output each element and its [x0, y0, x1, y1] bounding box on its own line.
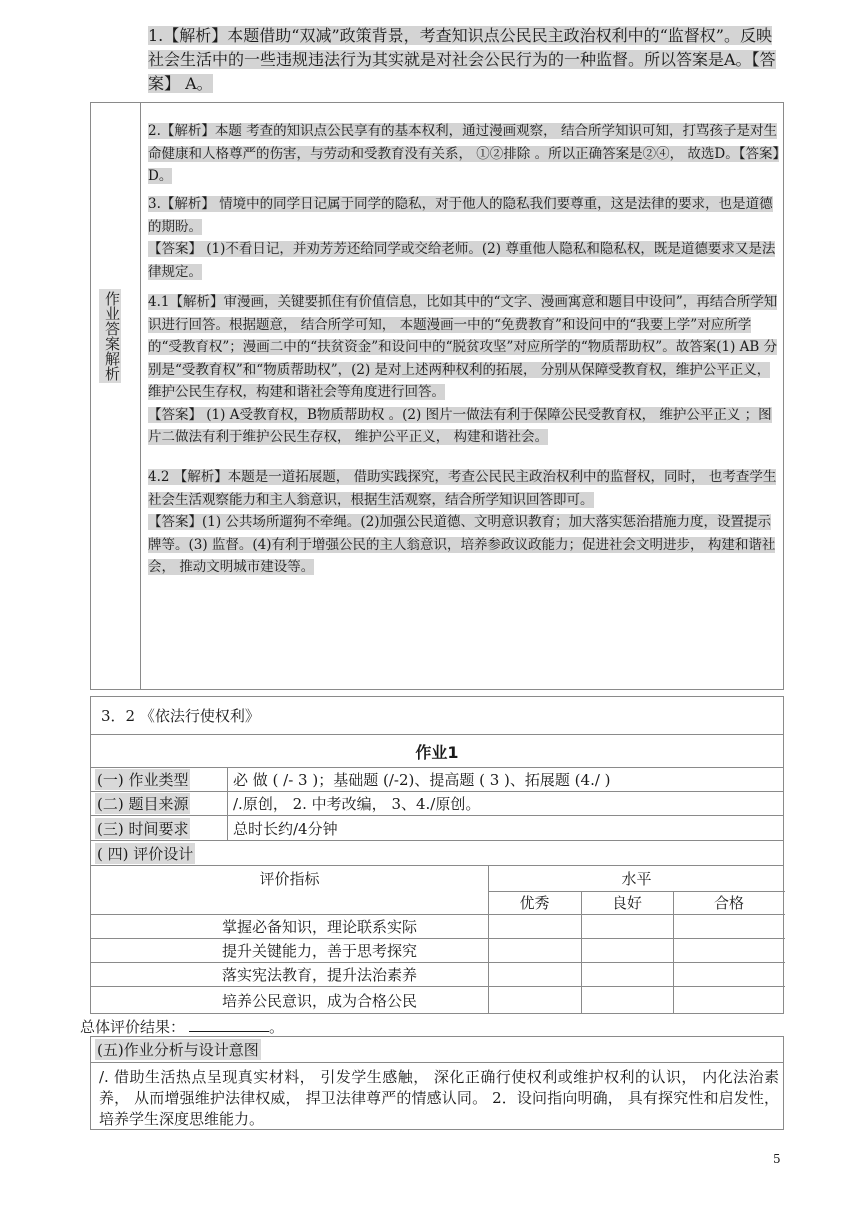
- overall-evaluation-end: 。: [269, 1018, 285, 1036]
- section-title-row: [90, 696, 784, 735]
- time-requirement-value: 总时长约/4分钟: [233, 819, 338, 838]
- overall-evaluation: [80, 1016, 284, 1037]
- homework-type-value: 必 做 ( /- 3 )；基础题 (/-2)、提高题 ( 3 )、拓展题 (4./ ): [233, 771, 611, 789]
- homework-type-label: (一) 作业类型: [97, 771, 189, 789]
- answer-2-text: 2.【解析】本题 考查的知识点公民享有的基本权利，通过漫画观察， 结合所学知识可知，打骂孩子是对生命健康和人格尊严的伤害，与劳动和受教育没有关系， ①②排除 。所以正确答案是②④， 故选D。【答案】D。: [148, 123, 780, 184]
- overall-evaluation-label: 总体评价结果：: [80, 1018, 186, 1036]
- answer-2: [148, 120, 780, 188]
- design-intent-heading: (五)作业分析与设计意图: [97, 1041, 259, 1059]
- answer-1: [148, 24, 780, 96]
- homework-title-row: [90, 735, 784, 768]
- design-intent-body: /. 借助生活热点呈现真实材料， 引发学生感触， 深化正确行使权利或维护权利的认识， 内化法治素养， 从而增强维护法律权威， 捍卫法律尊严的情感认同。 2．设问指向明确， 具有探究性和启发性，培养学生深度思维能力。: [99, 1068, 779, 1128]
- question-source-value: /.原创， 2. 中考改编， 3、4./原创。: [233, 795, 481, 813]
- answer-4-1-analysis: 4.1【解析】审漫画，关键要抓住有价值信息，比如其中的“文字、漫画寓意和题目中设问”，再结合所学知识进行回答。根据题意， 结合所学可知， 本题漫画一中的“免费教育”和设问中的“我要上学”对应所学的“受教育权”；漫画二中的“扶贫资金”和设问中的“脱贫攻坚”对应所学的“物质帮助权”。故答案(1) AB 分别是“受教育权”和“物质帮助权”，(2) 是对上述两种权利的拓展， 分别从保障受教育权，维护公平正义，维护公民生存权，构建和谐社会等角度进行回答。: [148, 294, 778, 400]
- answer-4-1: [148, 291, 780, 449]
- evaluation-design-row: [90, 841, 784, 866]
- design-intent-heading-row: [91, 1037, 783, 1063]
- answer-1-text: 1.【解析】本题借助“双减”政策背景，考查知识点公民民主政治权利中的“监督权”。反映社会生活中的一些违规违法行为其实就是对社会公民行为的一种监督。所以答案是A。【答案】 A。: [148, 26, 776, 93]
- answer-side-column: [91, 103, 141, 689]
- question-source-label: (二) 题目来源: [97, 795, 189, 813]
- answer-4-2-analysis: 4.2 【解析】本题是一道拓展题， 借助实践探究，考查公民民主政治权利中的监督权，同时， 也考查学生社会生活观察能力和主人翁意识，根据生活观察，结合所学知识回答即可。: [148, 469, 777, 508]
- level-pass: 合格: [713, 894, 744, 912]
- section-title: 3．2 《依法行使权利》: [101, 707, 260, 725]
- answer-4-2: [148, 466, 780, 579]
- design-intent-box: [90, 1036, 784, 1130]
- overall-evaluation-blank: [189, 1018, 269, 1032]
- page-number: 5: [773, 1152, 781, 1166]
- answer-4-1-answer: 【答案】 (1) A受教育权，B物质帮助权 。(2) 图片一做法有利于保障公民受教育权， 维护公平正义 ；图片二做法有利于维护公民生存权， 维护公平正义， 构建和谐社会。: [148, 406, 772, 445]
- level-excellent: 优秀: [519, 894, 550, 912]
- time-requirement-label: (三) 时间要求: [97, 819, 189, 838]
- answer-4-2-answer: 【答案】(1) 公共场所遛狗不牵绳。(2)加强公民道德、文明意识教育；加大落实惩治措施力度，设置提示牌等。(3) 监督。(4)有利于增强公民的主人翁意识，培养参政议政能力；促进社会文明进步， 构建和谐社会， 推动文明城市建设等。: [148, 514, 776, 575]
- homework-type-row: [90, 768, 784, 792]
- indicator-row: 培养公民意识，成为合格公民: [221, 991, 417, 1010]
- evaluation-design-label: ( 四) 评价设计: [97, 844, 194, 863]
- indicator-header: 评价指标: [259, 870, 320, 888]
- level-good: 良好: [611, 894, 642, 912]
- answer-3-analysis: 3.【解析】 情境中的同学日记属于同学的隐私，对于他人的隐私我们要尊重，这是法律的要求，也是道德的期盼。: [148, 196, 773, 235]
- time-requirement-row: [90, 816, 784, 841]
- question-source-row: [90, 792, 784, 816]
- homework-title: 作业1: [415, 742, 459, 762]
- answer-3-answer: 【答案】 (1)不看日记，并劝芳芳还给同学或交给老师。(2) 尊重他人隐私和隐私权，既是道德要求又是法律规定。: [148, 241, 776, 280]
- indicator-row: 提升关键能力，善于思考探究: [221, 941, 417, 960]
- level-header: 水平: [621, 870, 652, 888]
- indicator-row: 掌握必备知识，理论联系实际: [221, 917, 417, 936]
- indicator-row: 落实宪法教育，提升法治素养: [221, 965, 417, 984]
- evaluation-table: [90, 866, 784, 1014]
- answer-3: [148, 193, 780, 283]
- answer-side-label: 作业答案解析: [99, 289, 121, 383]
